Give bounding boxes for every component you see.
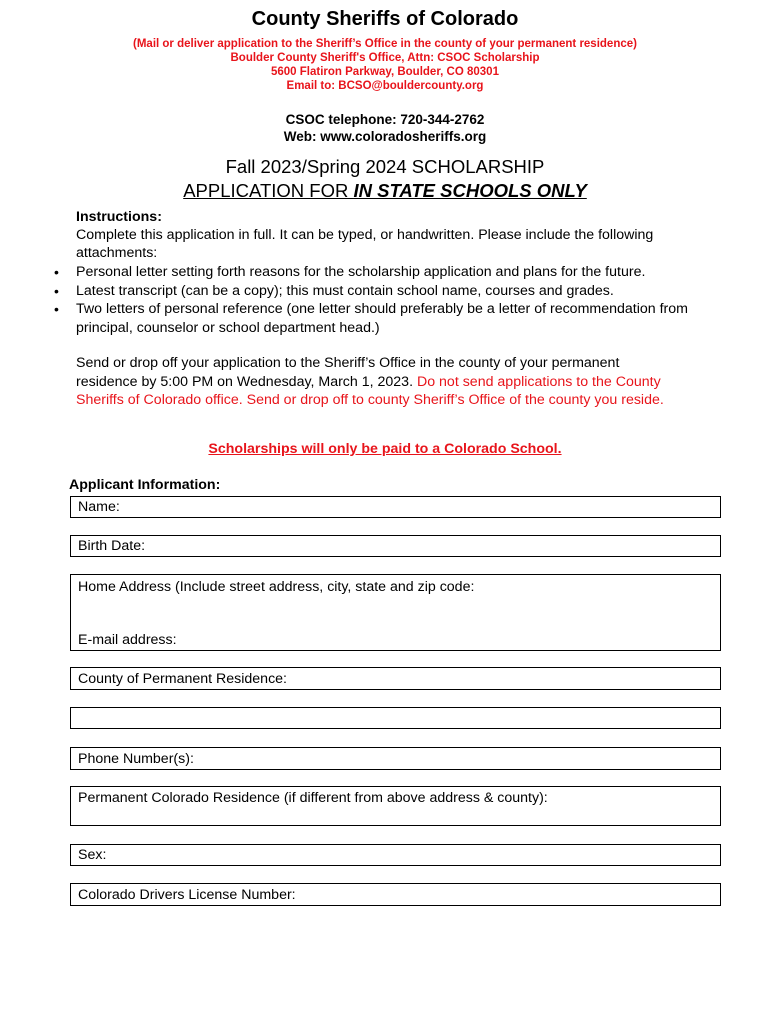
home-address-label: Home Address (Include street address, city, state and zip code: — [78, 579, 475, 595]
send-instructions-1: Send or drop off your application to the Sheriff’s Office in the county of your permanent — [76, 355, 620, 371]
page-title: County Sheriffs of Colorado — [251, 8, 519, 30]
permanent-residence-field[interactable] — [70, 786, 721, 826]
attachments-list — [52, 263, 732, 337]
phone-field[interactable] — [70, 747, 721, 770]
scholarship-term: Fall 2023/Spring 2024 SCHOLARSHIP — [225, 156, 545, 177]
birth-date-label: Birth Date: — [78, 538, 146, 554]
email-label: E-mail address: — [78, 632, 177, 648]
instructions-intro-2: attachments: — [76, 245, 158, 261]
scholarship-subtitle — [0, 179, 770, 203]
mail-note: (Mail or deliver application to the Sheriff’s Office in the county of your permanent residence) — [133, 38, 637, 50]
phone-label: Phone Number(s): — [78, 751, 194, 767]
instructions-intro-1: Complete this application in full. It can be typed, or handwritten. Please include the following — [76, 227, 654, 243]
birth-date-field[interactable] — [70, 535, 721, 557]
drivers-license-field[interactable] — [70, 883, 721, 906]
office-address: 5600 Flatiron Parkway, Boulder, CO 80301 — [271, 66, 499, 78]
office-email: Email to: BCSO@bouldercounty.org — [286, 80, 484, 92]
drivers-license-label: Colorado Drivers License Number: — [78, 887, 296, 903]
county-label: County of Permanent Residence: — [78, 671, 287, 687]
send-deadline: residence by 5:00 PM on Wednesday, March 1, 2023. — [76, 374, 417, 390]
blank-field[interactable] — [70, 707, 721, 729]
csoc-web: Web: www.coloradosheriffs.org — [283, 129, 487, 144]
subtitle-prefix: APPLICATION FOR — [183, 180, 354, 201]
attachment-item: • Personal letter setting forth reasons for the scholarship application and plans for the future. — [52, 263, 732, 282]
sex-field[interactable] — [70, 844, 721, 866]
send-warning: Do not send applications to the County — [416, 374, 661, 390]
name-field[interactable] — [70, 496, 721, 518]
boulder-office-line: Boulder County Sheriff's Office, Attn: CSOC Scholarship — [230, 52, 540, 64]
colorado-school-notice: Scholarships will only be paid to a Colorado School. — [208, 441, 562, 457]
name-label: Name: — [78, 499, 120, 515]
csoc-telephone: CSOC telephone: 720-344-2762 — [285, 112, 485, 127]
home-address-field[interactable] — [70, 574, 721, 651]
applicant-info-heading: Applicant Information: — [69, 477, 221, 493]
send-instructions-2 — [76, 373, 661, 392]
send-warning-2: Sheriffs of Colorado office. Send or drop off to county Sheriff’s Office of the county you reside. — [76, 392, 664, 408]
attachment-item: • Two letters of personal reference (one letter should preferably be a letter of recommendation from principal, counselor or school department head.) — [52, 300, 706, 337]
subtitle-emphasis: IN STATE SCHOOLS ONLY — [353, 180, 587, 201]
permanent-residence-label: Permanent Colorado Residence (if different from above address & county): — [78, 790, 548, 806]
county-field[interactable] — [70, 667, 721, 690]
scholarship-subtitle-line — [183, 180, 587, 201]
sex-label: Sex: — [78, 847, 107, 863]
attachment-item: • Latest transcript (can be a copy); this must contain school name, courses and grades. — [52, 282, 732, 301]
instructions-heading: Instructions: — [76, 209, 162, 225]
